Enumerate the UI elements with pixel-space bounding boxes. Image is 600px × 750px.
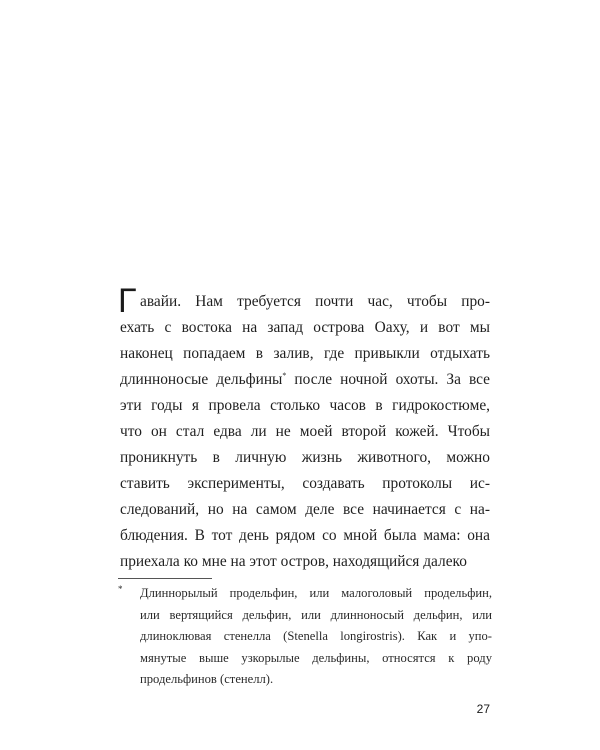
footnote	[118, 583, 492, 691]
body-paragraph	[118, 282, 490, 575]
body-line-6: что он стал едва ли не моей второй кожей. Чтобы	[120, 423, 490, 440]
body-line-1	[118, 282, 490, 320]
body-line-3: наконец попадаем в залив, где привыкли отдыхать	[120, 345, 490, 362]
body-line-7: проникнуть в личную жизнь животного, можно	[120, 449, 490, 466]
body-line-8: ставить эксперименты, создавать протоколы ис-	[120, 475, 490, 492]
body-line-11: приехала ко мне на этот остров, находящийся далеко	[120, 553, 467, 570]
body-line-10: блюдения. В тот день рядом со мной была мама: она	[120, 527, 490, 544]
body-line-4-start: длинноносые дельфины	[120, 371, 283, 388]
footnote-marker: *	[118, 584, 123, 594]
footnote-line-2: или вертящийся дельфин, или длинноносый дельфин, или	[140, 607, 492, 622]
page-number: 27	[476, 702, 490, 716]
body-line-2: ехать с востока на запад острова Оаху, и вот мы	[120, 319, 490, 336]
body-line-1-text: авайи. Нам требуется почти час, чтобы про-	[140, 293, 490, 310]
body-line-4	[120, 367, 490, 393]
body-line-9: следований, но на самом деле все начинается с на-	[120, 501, 490, 518]
footnote-line-5: продельфинов (стенелл).	[140, 672, 274, 687]
body-line-5: эти годы я провела столько часов в гидрокостюме,	[120, 397, 490, 414]
footnote-line-3: длиноклювая стенелла (Stenella longirostris). Как и упо-	[140, 629, 492, 644]
drop-cap: Г	[118, 282, 137, 320]
footnote-separator	[118, 578, 212, 579]
footnote-line-1: Длиннорылый продельфин, или малоголовый продельфин,	[140, 586, 492, 600]
body-line-4-end: после ночной охоты. За все	[286, 371, 490, 388]
footnote-reference: *	[282, 370, 287, 380]
footnote-line-4: мянутые выше узкорылые дельфины, относятся к роду	[140, 650, 492, 665]
